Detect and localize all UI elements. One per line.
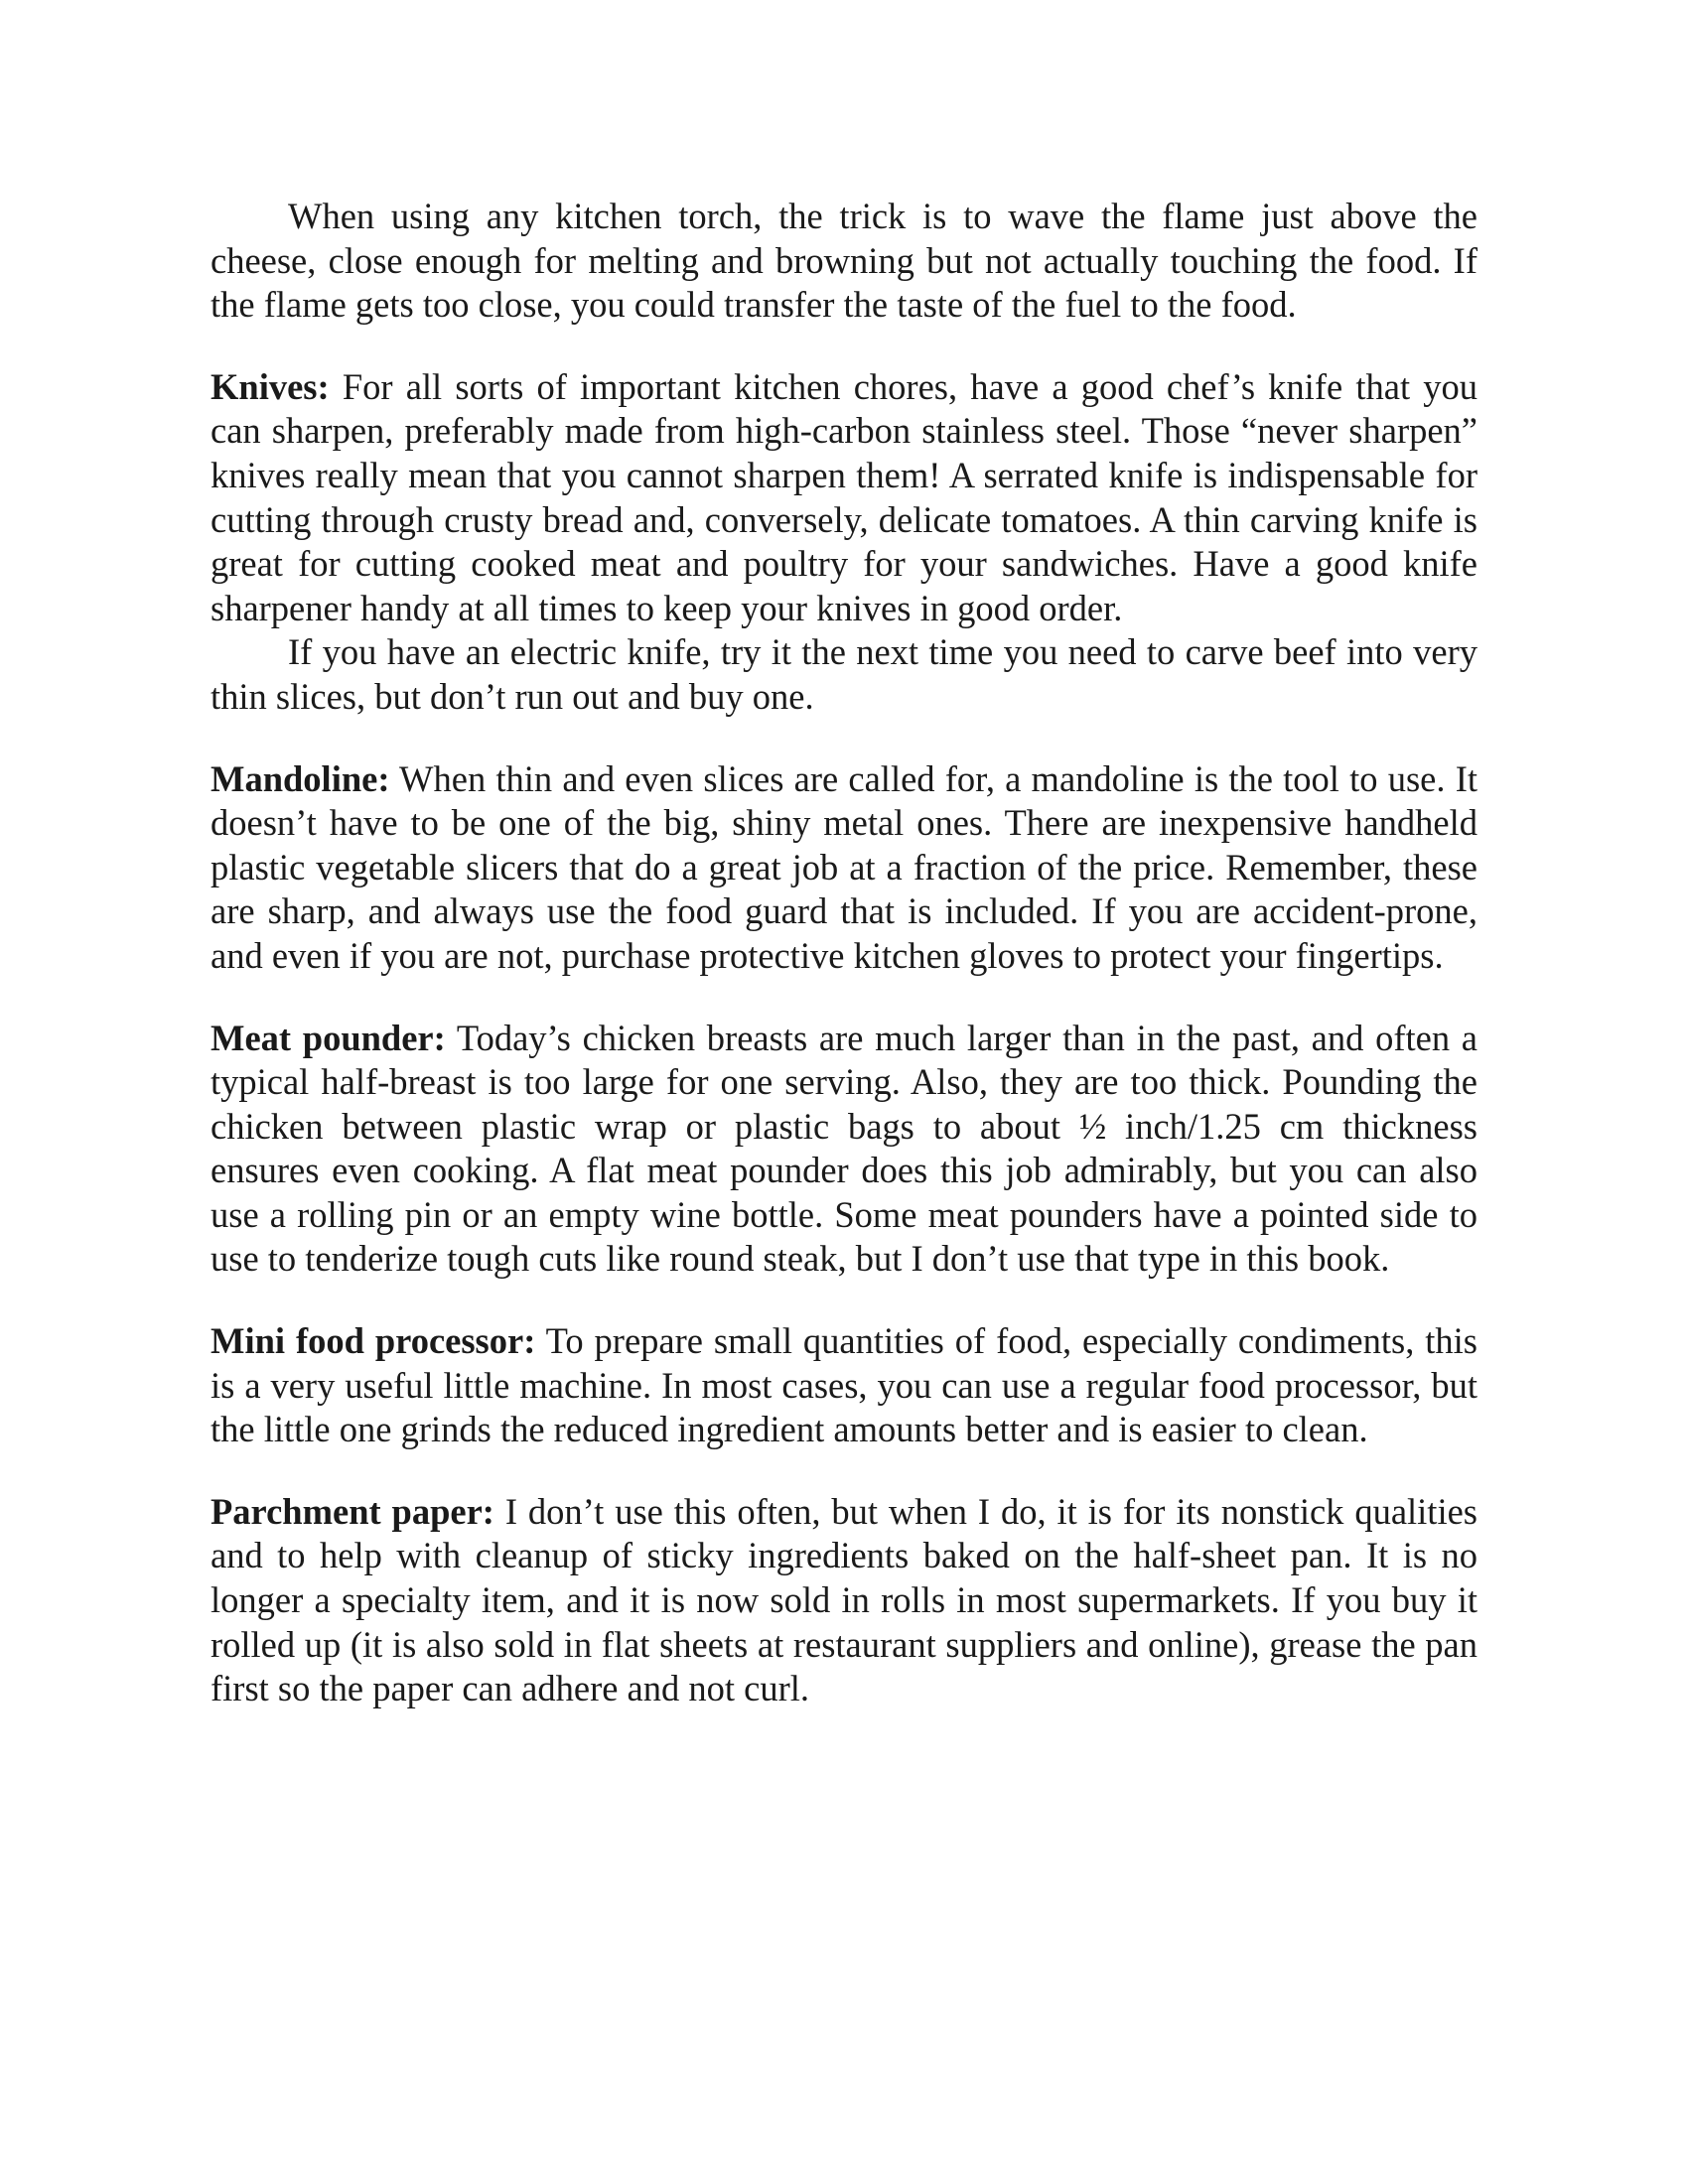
paragraph-mini-food-processor bbox=[211, 1319, 1477, 1452]
term-parchment-paper: Parchment paper: bbox=[211, 1490, 494, 1532]
term-mandoline: Mandoline: bbox=[211, 757, 390, 799]
term-meat-pounder: Meat pounder: bbox=[211, 1017, 446, 1058]
paragraph-text: Today’s chicken breasts are much larger than in the past, and often a typical half-breast is too large for one serving. Also, they are too thick. Pounding the chicken between plastic wrap or plastic bags to about ½ inch/1.25 cm thickness ensures even cooking. A flat meat pounder does this job admirably, but you can also use a rolling pin or an empty wine bottle. Some meat pounders have a pointed side to use to tenderize tough cuts like round steak, but I don’t use that type in this book. bbox=[211, 1017, 1477, 1280]
paragraph-text: When thin and even slices are called for, a mandoline is the tool to use. It doesn’t have to be one of the big, shiny metal ones. There are inexpensive handheld plastic vegetable slicers that do a great job at a fraction of the price. Remember, these are sharp, and always use the food guard that is included. If you are accident-prone, and even if you are not, purchase protective kitchen gloves to protect your fingertips. bbox=[211, 757, 1477, 976]
paragraph-text: If you have an electric knife, try it the next time you need to carve beef into very thin slices, but don’t run out and buy one. bbox=[211, 631, 1477, 717]
term-knives: Knives: bbox=[211, 365, 330, 407]
paragraph-parchment-paper bbox=[211, 1490, 1477, 1711]
paragraph-knives bbox=[211, 365, 1477, 631]
paragraph-kitchen-torch bbox=[211, 195, 1477, 328]
term-mini-food-processor: Mini food processor: bbox=[211, 1320, 536, 1362]
document-page bbox=[211, 195, 1477, 1711]
paragraph-mandoline bbox=[211, 757, 1477, 979]
paragraph-text: For all sorts of important kitchen chores, have a good chef’s knife that you can sharpen, preferably made from high-carbon stainless steel. Those “never sharpen” knives really mean that you cannot sharpen them! A serrated knife is indispensable for cutting through crusty bread and, conversely, delicate tomatoes. A thin carving knife is great for cutting cooked meat and poultry for your sandwiches. Have a good knife sharpener handy at all times to keep your knives in good order. bbox=[211, 365, 1477, 628]
paragraph-text: To prepare small quantities of food, especially condiments, this is a very useful little machine. In most cases, you can use a regular food processor, but the little one grinds the reduced ingredient amounts better and is easier to clean. bbox=[211, 1320, 1477, 1450]
paragraph-text: I don’t use this often, but when I do, it is for its nonstick qualities and to help with cleanup of sticky ingredients baked on the half-sheet pan. It is no longer a specialty item, and it is now sold in rolls in most supermarkets. If you buy it rolled up (it is also sold in flat sheets at restaurant suppliers and online), grease the pan first so the paper can adhere and not curl. bbox=[211, 1490, 1477, 1709]
paragraph-text: When using any kitchen torch, the trick is to wave the flame just above the cheese, close enough for melting and browning but not actually touching the food. If the flame gets too close, you could transfer the taste of the fuel to the food. bbox=[211, 196, 1477, 326]
paragraph-electric-knife bbox=[211, 630, 1477, 719]
paragraph-meat-pounder bbox=[211, 1017, 1477, 1283]
